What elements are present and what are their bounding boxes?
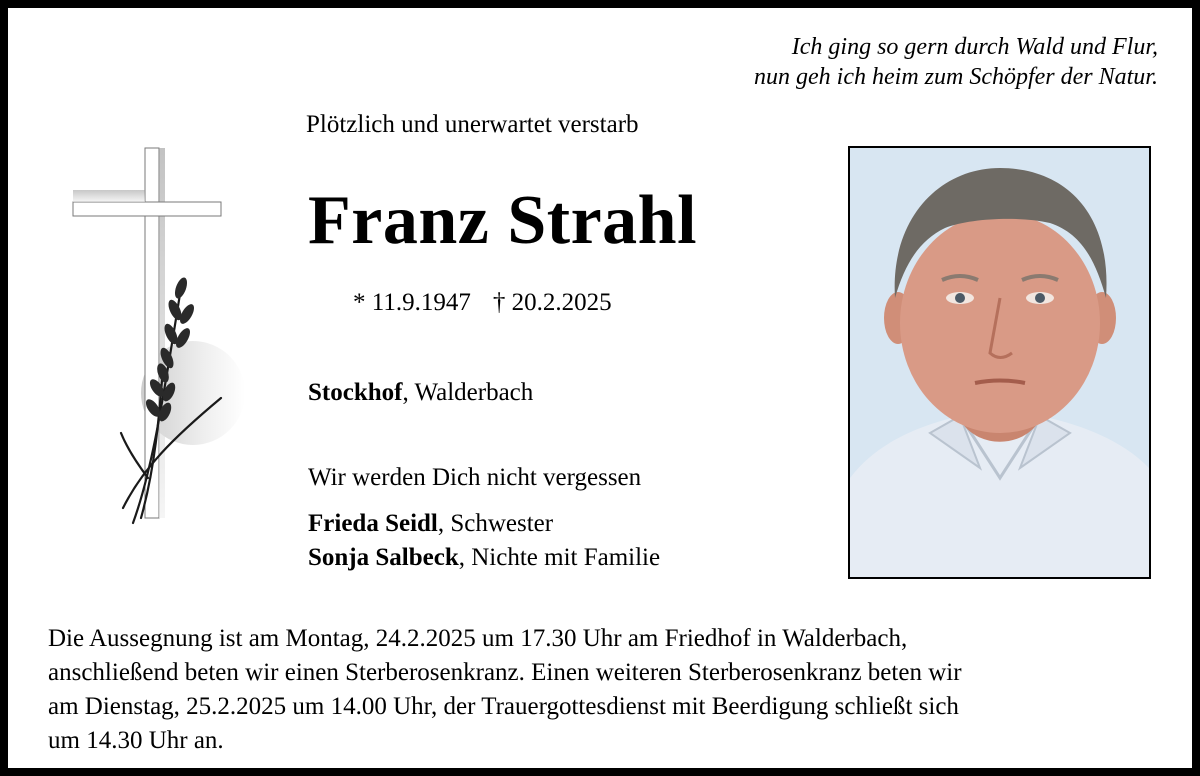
life-dates [353,289,612,317]
poem [754,32,1158,92]
mourner-row [308,507,660,541]
mourner-relation: , Schwester [437,510,554,537]
death-date: † 20.2.2025 [492,289,612,316]
cross-with-wheat-icon [63,138,263,538]
funeral-notice [48,622,1173,758]
deceased-name: Franz Strahl [308,182,698,259]
mourner-name: Frieda Seidl [308,510,438,537]
intro-text: Plötzlich und unerwartet verstarb [306,111,639,138]
memory-line: Wir werden Dich nicht vergessen [308,464,642,491]
birth-date: * 11.9.1947 [353,289,471,316]
mourner-relation: , Nichte mit Familie [458,544,661,571]
residence-municipality: , Walderbach [402,379,534,406]
residence [308,379,533,407]
notice-line-2: anschließend beten wir einen Sterberosenkranz. Einen weiteren Sterberosenkranz beten wir [48,659,962,686]
poem-line-1: Ich ging so gern durch Wald und Flur, [791,34,1158,60]
mourner-name: Sonja Salbeck [308,544,459,571]
mourners-list [308,507,660,575]
notice-line-4: um 14.30 Uhr an. [48,727,224,754]
poem-line-2: nun geh ich heim zum Schöpfer der Natur. [754,64,1158,90]
portrait-photo [848,146,1151,579]
notice-line-3: am Dienstag, 25.2.2025 um 14.00 Uhr, der Trauergottesdienst mit Beerdigung schließt sich [48,693,959,720]
residence-village: Stockhof [308,379,403,406]
mourner-row [308,541,660,575]
notice-line-1: Die Aussegnung ist am Montag, 24.2.2025 um 17.30 Uhr am Friedhof in Walderbach, [48,625,908,652]
